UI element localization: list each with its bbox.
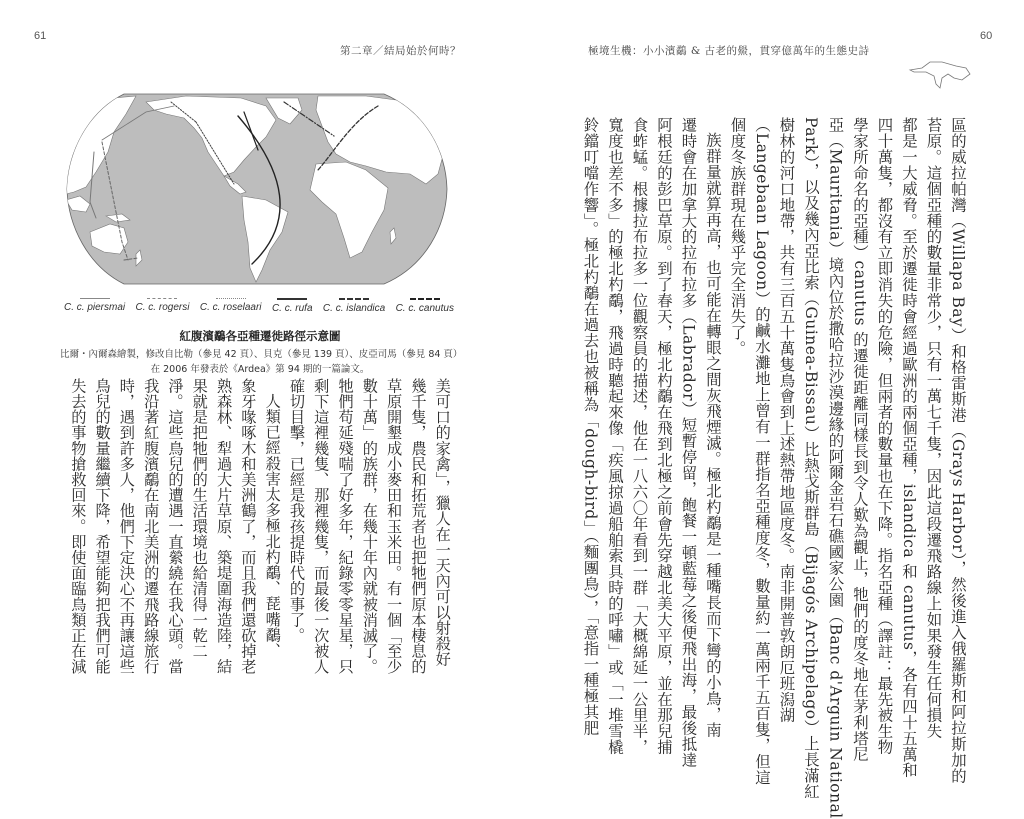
page-number-left: 61 [34,30,47,42]
figure-caption-title: 紅腹濱鷸各亞種遷徙路徑示意圖 [179,329,341,343]
right-body-text [578,117,970,819]
legend-item-canutus [396,298,454,314]
legend-label: C. c. islandica [322,303,386,314]
body-line: 象牙喙啄木和美洲鶴了，而且我們還砍掉老 [239,378,258,675]
body-line: 幾千隻，農民和拓荒者也把牠們原本棲息的 [409,378,428,675]
legend-item-roselaari [200,298,262,314]
flying-bird-icon [908,58,974,92]
body-line: 苔原。這個亞種的數量非常少，只有一萬七千隻，因此這段遷飛路線上如果發生任何損失 [924,117,943,740]
body-line: 鈴鐺叮噹作響」。極北杓鷸在過去也被稱為「dough-bird」（麵團鳥），「意指一種極其肥 [581,117,600,736]
legend-label: C. c. piersmai [64,302,126,313]
running-head-left: 第二章／結局始於何時？ [340,45,461,57]
legend-swatch-dotted [216,298,246,299]
body-line: 區的威拉帕灣（Willapa Bay）和格雷斯港（Grays Harbor），然後進入俄羅斯和阿拉斯加的 [949,117,967,784]
body-line: Park），以及幾內亞比索（Guinea-Bissau）比熱戈斯群島（Bijagós Archipelago）上長滿紅 [802,117,820,800]
body-line: 亞（Mauritania）境內位於撒哈拉沙漠邊緣的阿爾金岩石礁國家公園（Banc d'Arguin National [826,117,845,819]
body-line: 人類已經殺害太多極北杓鷸、琵嘴鷸、 [263,393,282,659]
body-line: （Langebaan Lagoon）的鹹水灘地上曾有一群指名亞種度冬，數量約一萬兩千五百隻，但這 [753,117,771,786]
legend-swatch-dash-dot [339,298,369,300]
legend-swatch-long-dash [410,298,440,300]
legend-swatch-thin-solid [80,298,110,299]
body-line: 熟森林、犁過大片草原、築堤圍海造陸，結 [215,378,234,675]
body-line: 個度冬族群現在幾乎完全消失了。 [728,117,747,357]
body-line: 四十萬隻，都沒有立即消失的危險，但兩者的數量也在下降。指名亞種（譯註：最先被生物 [875,117,894,755]
legend-label: C. c. roselaari [199,302,262,313]
legend-item-rufa [272,298,313,314]
figure-caption-line: 比爾・內爾森繪製，修改自比勒（參見 42 頁）、貝克（參見 139 頁）、皮亞司馬（參見 84 頁） [60,349,463,360]
figure-caption [60,347,463,377]
body-line: 遷時會在加拿大的拉布拉多（Labrador）短暫停留，飽餐一頓藍莓之後便飛出海，最後抵達 [679,117,698,768]
body-line: 學家所命名的亞種）canutus 的遷徙距離同樣長到令人歎為觀止，牠們的度冬地在茅利塔尼 [851,117,869,763]
legend-swatch-dashed [147,298,177,299]
legend-item-piersmai [64,298,125,314]
body-line: 草原開墾成小麥田和玉米田。有一個「至少 [385,378,404,675]
body-line: 剩下這裡幾隻、那裡幾隻，而最後一次被人 [312,378,331,675]
body-line: 果就是把牠們的生活環境也給清得一乾二 [190,378,209,659]
map-legend [64,298,454,314]
body-line: 寬度也差不多」的極北杓鷸，飛過時聽起來像「疾風掠過船舶索具時的呼嘯」或「一堆雪橇 [606,117,624,755]
body-line: 阿根廷的彭巴草原。到了春天，極北杓鷸在飛到北極之前會先穿越北美大平原，並在那兒捕 [655,117,673,755]
migration-map [66,92,448,286]
body-line: 確切目擊，已經是我孩提時代的事了。 [287,378,306,644]
body-line: 都是一大威脅。至於遷徙時會經過歐洲的兩個亞種，islandica 和 canutus，各有四十五萬和 [900,117,918,779]
legend-label: C. c. canutus [395,303,454,314]
left-body-text [66,378,455,688]
body-line: 鳥兒的數量繼續下降，希望能夠把我們可能 [93,378,112,675]
page-number-right: 60 [980,30,993,42]
body-line: 美可口的家禽」，獵人在一天內可以射殺好 [433,378,452,667]
figure-caption-line: 在 2006 年發表於《Ardea》第 94 期的一篇論文。 [150,364,370,375]
body-line: 失去的事物搶救回來。即使面臨鳥類正在減 [69,378,88,675]
body-line: 樹林的河口地帶，共有三百五十萬隻鳥會到上述熱帶地區度冬。南非開普敦朗厄班潟湖 [777,117,796,724]
body-line: 族群量就算再高，也可能在轉眼之間灰飛煙滅。極北杓鷸是一種嘴長而下彎的小鳥，南 [704,132,722,739]
running-head-right: 極境生機：小小濱鷸 & 古老的鱟，貫穿億萬年的生態史詩 [588,45,870,57]
body-line: 我沿著紅腹濱鷸在南北美洲的遷飛路線旅行 [142,378,161,675]
body-line: 牠們苟延殘喘了好多年，紀錄零零星星，只 [336,378,355,675]
legend-label: C. c. rufa [271,303,313,314]
body-line: 數十萬」的族群，在幾十年內就被消滅了。 [360,378,379,675]
body-line: 時，遇到許多人，他們下定決心不再讓這些 [117,378,136,675]
body-line: 淨。這些鳥兒的遭遇一直縈繞在我心頭。當 [166,378,185,675]
legend-swatch-thick-solid [277,298,307,300]
body-line: 食蚱蜢。根據拉布拉多一位觀察員的描述，他在一八六〇年看到一群「大概綿延一公里半， [630,117,649,755]
legend-label: C. c. rogersi [135,302,190,313]
legend-item-rogersi [136,298,190,314]
legend-item-islandica [323,298,385,314]
